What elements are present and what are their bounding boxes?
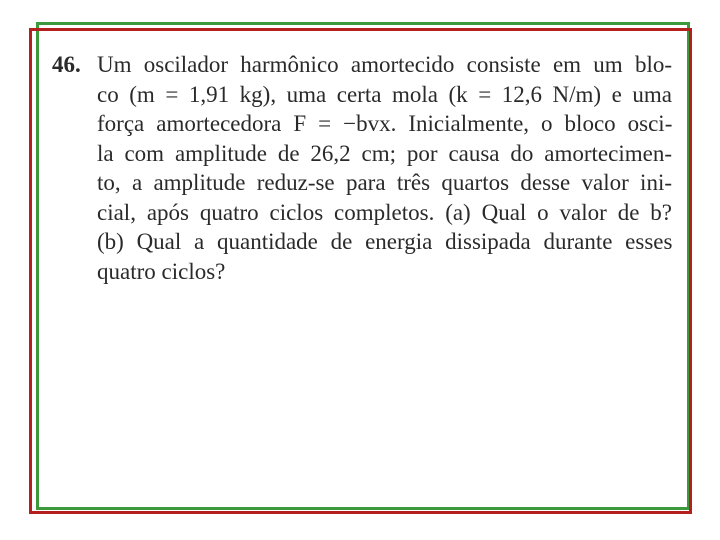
problem-line-7: (b) Qual a quantidade de energia dissipada durante esses bbox=[97, 229, 673, 254]
problem-line-3: força amortecedora F = −bvx. Inicialmente, o bloco osci- bbox=[97, 111, 673, 136]
problem-block bbox=[52, 50, 672, 286]
problem-number: 46. bbox=[52, 52, 81, 77]
problem-line-1: Um oscilador harmônico amortecido consiste em um blo- bbox=[97, 52, 672, 77]
problem-line-6: cial, após quatro ciclos completos. (a) Qual o valor de b? bbox=[97, 199, 672, 225]
problem-line-2: co (m = 1,91 kg), uma certa mola (k = 12,6 N/m) e uma bbox=[97, 81, 672, 107]
problem-text bbox=[97, 50, 672, 286]
problem-line-4: la com amplitude de 26,2 cm; por causa do amortecimen- bbox=[97, 140, 672, 166]
problem-line-5: to, a amplitude reduz-se para três quartos desse valor ini- bbox=[97, 170, 672, 195]
problem-line-8: quatro ciclos? bbox=[97, 258, 226, 284]
